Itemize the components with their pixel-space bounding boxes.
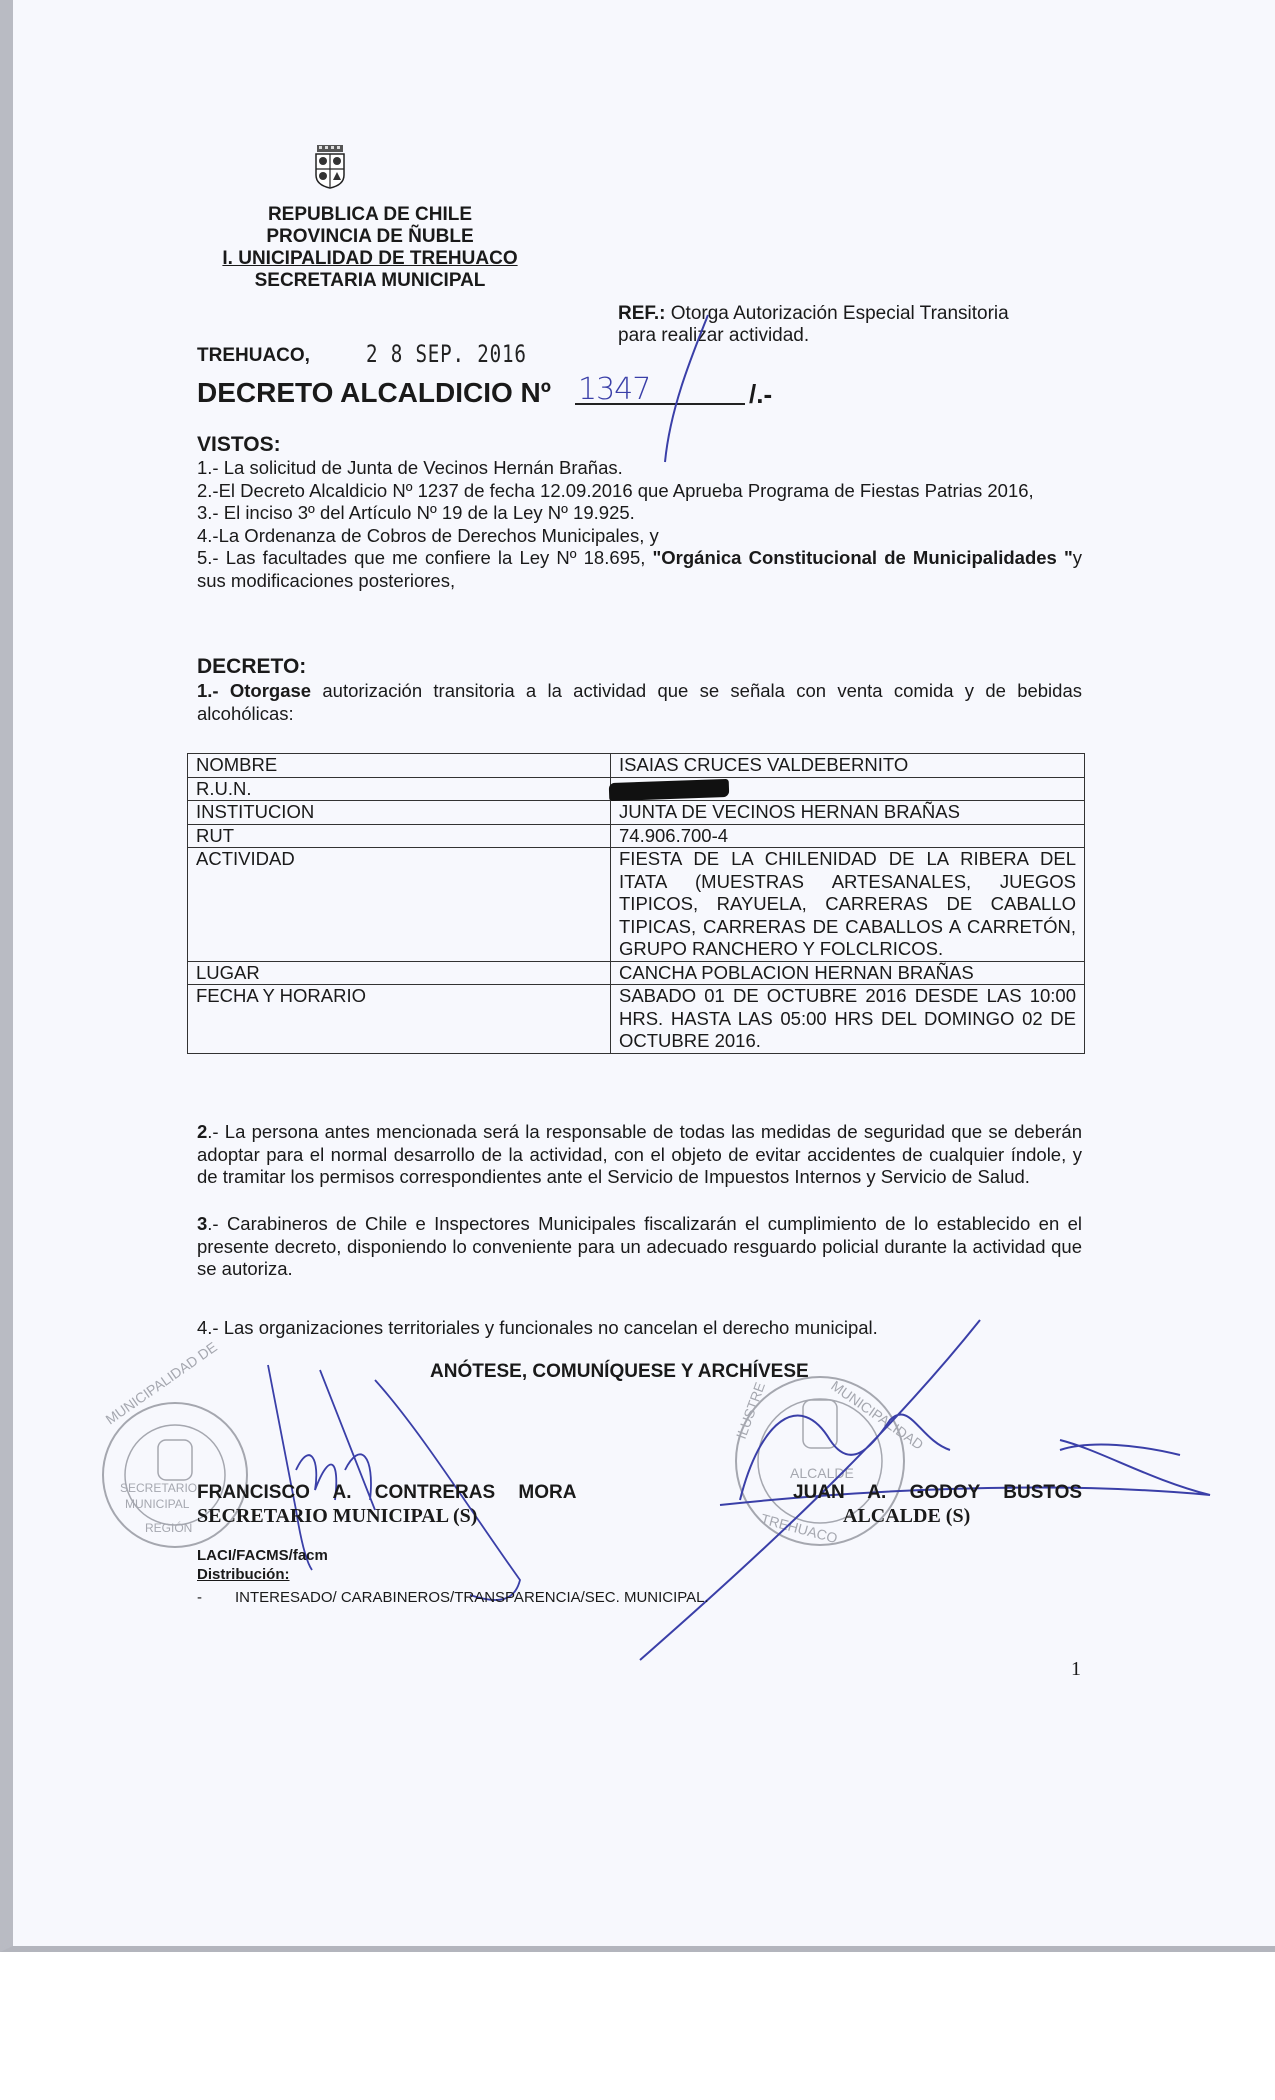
stamp-text: ILUSTRE [732, 1379, 769, 1442]
reference-text-2: para realizar actividad. [618, 325, 810, 346]
vistos-item-5-suffix: y sus modificaciones posteriores, [197, 547, 1082, 591]
distribution-bullet: - [197, 1589, 202, 1606]
vistos-item: 2.-El Decreto Alcaldicio Nº 1237 de fecha 12.09.2016 que Aprueba Programa de Fiestas Patrias 2016, [197, 479, 1034, 501]
vistos-item: 4.-La Ordenanza de Cobros de Derechos Municipales, y [197, 524, 659, 546]
decreto-heading: DECRETO: [197, 655, 307, 678]
department-line: SECRETARIA MUNICIPAL [254, 270, 486, 291]
decree-suffix: /.- [749, 379, 773, 409]
stamp-text: MUNICIPALIDAD DE [102, 1338, 220, 1428]
table-row [188, 777, 1085, 801]
letterhead [180, 204, 560, 292]
stamp-text: SECRETARIO [120, 1481, 198, 1495]
decree-handwritten-number: 1347 [578, 372, 651, 407]
row-value: SABADO 01 DE OCTUBRE 2016 DESDE LAS 10:00 HRS. HASTA LAS 05:00 HRS DEL DOMINGO 02 DE OCTUBRE 2016. [611, 985, 1085, 1054]
author-initials: LACI/FACMS/facm [197, 1547, 328, 1564]
activity-info-table [187, 753, 1085, 1054]
row-label: NOMBRE [188, 754, 611, 778]
reference-block [618, 303, 1088, 347]
decreto-item-3-number: 3 [197, 1213, 208, 1234]
decree-title: DECRETO ALCALDICIO Nº [197, 377, 552, 408]
row-value: CANCHA POBLACION HERNAN BRAÑAS [611, 961, 1085, 985]
table-row [188, 754, 1085, 778]
place-label: TREHUACO, [197, 345, 310, 366]
decreto-item-3 [197, 1213, 1082, 1281]
vistos-item-5-law-name: "Orgánica Constitucional de Municipalidades " [652, 547, 1073, 568]
table-row [188, 961, 1085, 985]
row-value: JUNTA DE VECINOS HERNAN BRAÑAS [611, 801, 1085, 825]
row-label: R.U.N. [188, 777, 611, 801]
distribution-list [197, 1589, 709, 1606]
decreto-item-1-number: 1.- [197, 680, 230, 701]
province-line: PROVINCIA DE ÑUBLE [266, 226, 474, 247]
reference-label: REF.: [618, 303, 666, 324]
stamp-text: MUNICIPAL [125, 1497, 190, 1511]
page-number: 1 [1071, 1658, 1081, 1680]
decreto-item-1-text: autorización transitoria a la actividad que se señala con venta comida y de bebidas alcohólicas: [197, 680, 1082, 724]
stamp-text: REGIÓN [145, 1521, 193, 1535]
decreto-item-3-text: .- Carabineros de Chile e Inspectores Municipales fiscalizarán el cumplimiento de lo establecido en el presente decreto, disponiendo lo conveniente para un adecuado resguardo policial durante la actividad que se autoriza. [197, 1213, 1082, 1279]
mayor-title: ALCALDE (S) [843, 1505, 971, 1527]
secretary-title: SECRETARIO MUNICIPAL (S) [197, 1505, 478, 1527]
row-label: FECHA Y HORARIO [188, 985, 611, 1054]
date-stamp: 2 8 SEP. 2016 [366, 340, 527, 368]
decreto-item-4 [197, 1317, 1082, 1340]
decreto-item-1-verb: Otorgase [229, 680, 312, 701]
distribution-label: Distribución: [197, 1566, 290, 1583]
decreto-item-4-text: 4.- Las organizaciones territoriales y funcionales no cancelan el derecho municipal. [197, 1317, 878, 1338]
decreto-item-2-text: .- La persona antes mencionada será la responsable de todas las medidas de seguridad que se deberán adoptar para el normal desarrollo de la actividad, con el objeto de evitar accidentes de cualquier índole, y de tramitar los permisos correspondientes ante el Servicio de Impuestos Internos y Servicio de Salud. [197, 1121, 1082, 1187]
secretary-name: FRANCISCO A. CONTRERAS MORA [197, 1482, 577, 1503]
distribution-recipients: INTERESADO/ CARABINEROS/TRANSPARENCIA/SEC. MUNICIPAL. [235, 1589, 709, 1606]
row-label: RUT [188, 824, 611, 848]
row-value: ISAIAS CRUCES VALDEBERNITO [611, 754, 1085, 778]
vistos-item-5-prefix: 5.- Las facultades que me confiere la Ley Nº 18.695, [197, 547, 653, 568]
stamp-text: TREHUACO [759, 1510, 840, 1547]
stamp-text: MUNICIPALIDAD [828, 1377, 927, 1453]
vistos-heading: VISTOS: [197, 433, 281, 456]
vistos-item-5 [197, 547, 1082, 592]
table-row [188, 824, 1085, 848]
closing-formula: ANÓTESE, COMUNÍQUESE Y ARCHÍVESE [430, 1361, 809, 1382]
table-row [188, 848, 1085, 962]
coat-of-arms-icon [313, 145, 347, 189]
table-row [188, 985, 1085, 1054]
row-value: FIESTA DE LA CHILENIDAD DE LA RIBERA DEL ITATA (MUESTRAS ARTESANALES, JUEGOS TIPICOS, RAYUELA, CARRERAS DE CABALLO TIPICAS, CARRERAS DE CABALLOS A CARRETÓN, GRUPO RANCHERO Y FOLCLRICOS. [611, 848, 1085, 962]
table-row [188, 801, 1085, 825]
row-value: 74.906.700-4 [611, 824, 1085, 848]
decreto-item-2 [197, 1121, 1082, 1189]
stamp-text: ALCALDE [790, 1465, 854, 1481]
row-label: INSTITUCION [188, 801, 611, 825]
vistos-list [197, 457, 1082, 592]
vistos-item: 3.- El inciso 3º del Artículo Nº 19 de la Ley Nº 19.925. [197, 502, 635, 523]
decreto-item-2-number: 2 [197, 1121, 208, 1142]
mayor-name: JUAN A. GODOY BUSTOS [793, 1482, 1083, 1503]
vistos-item: 1.- La solicitud de Junta de Vecinos Hernán Brañas. [197, 457, 623, 478]
row-label: LUGAR [188, 961, 611, 985]
row-value [611, 777, 1085, 801]
reference-text-1: Otorga Autorización Especial Transitoria [665, 303, 1009, 324]
municipality-line: I. UNICIPALIDAD DE TREHUACO [222, 248, 518, 269]
country-line: REPUBLICA DE CHILE [267, 204, 473, 225]
redaction-mark [609, 779, 730, 801]
row-label: ACTIVIDAD [188, 848, 611, 962]
decreto-item-1 [197, 680, 1082, 725]
